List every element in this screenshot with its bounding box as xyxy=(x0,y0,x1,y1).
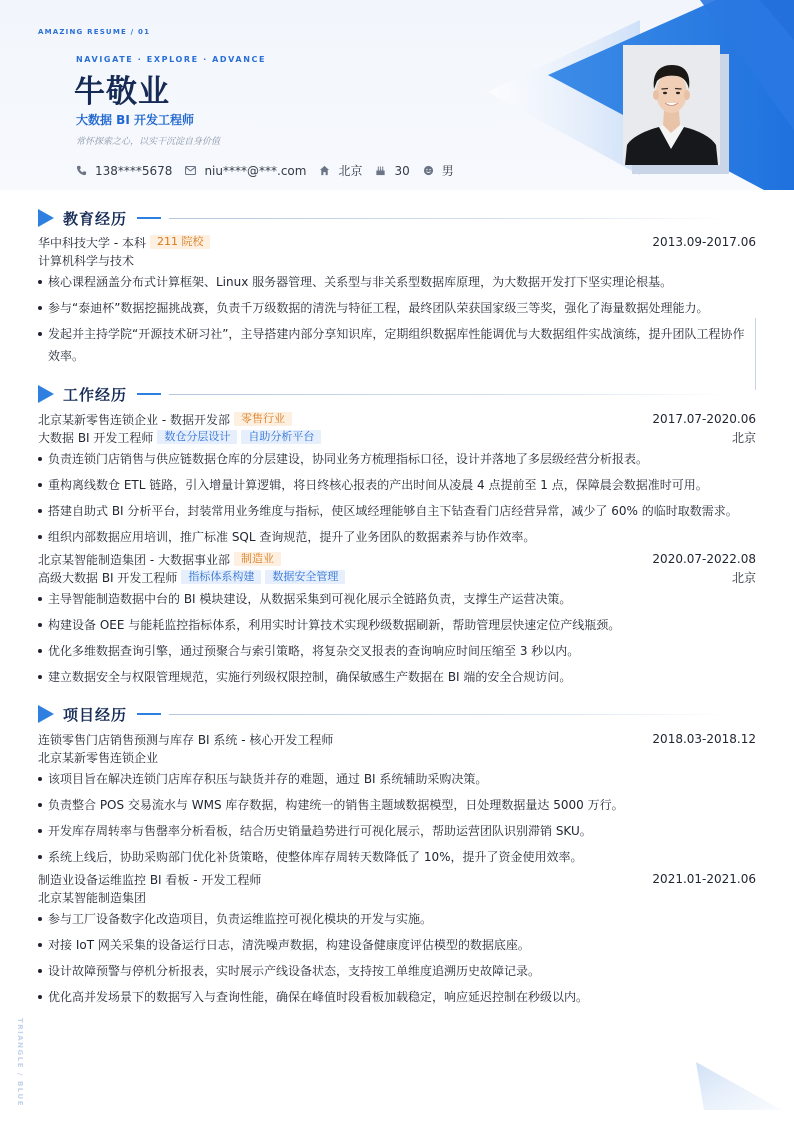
project-date: 2018.03-2018.12 xyxy=(652,732,756,746)
motto: 常怀探索之心，以实干沉淀自身价值 xyxy=(76,137,221,147)
project-name: 连锁零售门店销售预测与库存 BI 系统 - 核心开发工程师 xyxy=(38,732,334,747)
candidate-name: 牛敬业 xyxy=(74,74,170,110)
triangle-icon xyxy=(38,385,54,403)
project-entry xyxy=(38,870,756,888)
gender-value: 男 xyxy=(441,164,454,178)
list-item: 设计故障预警与停机分析报表，实时展示产线设备状态，支持按工单维度追溯历史故障记录。 xyxy=(38,958,756,984)
heading-rule xyxy=(169,394,729,395)
email-value: niu****@***.com xyxy=(204,163,307,178)
education-bullets xyxy=(38,269,756,367)
position: 大数据 BI 开发工程师 xyxy=(38,430,154,445)
education-entry xyxy=(38,233,756,251)
list-item: 系统上线后，协助采购部门优化补货策略，使整体库存周转天数降低了 10%，提升了资金使用效率。 xyxy=(38,844,756,870)
major-row xyxy=(38,251,756,269)
position: 高级大数据 BI 开发工程师 xyxy=(38,570,178,585)
skill-tag: 自助分析平台 xyxy=(241,430,321,444)
section-title-work: 工作经历 xyxy=(63,385,128,404)
mail-icon xyxy=(185,166,196,175)
list-item: 重构离线数仓 ETL 链路，引入增量计算逻辑，将日终核心报表的产出时间从凌晨 4 点提前至 1 点，保障晨会数据准时可用。 xyxy=(38,472,756,498)
job-city: 北京 xyxy=(731,430,756,445)
school-tag: 211 院校 xyxy=(150,235,211,249)
phone-value: 138****5678 xyxy=(95,163,173,178)
industry-tag: 零售行业 xyxy=(234,412,292,426)
contact-city xyxy=(319,162,362,179)
section-heading xyxy=(38,383,756,405)
heading-dash xyxy=(137,217,161,219)
job-bullets xyxy=(38,446,756,550)
project-name: 制造业设备运维监控 BI 看板 - 开发工程师 xyxy=(38,872,262,887)
list-item: 该项目旨在解决连锁门店库存积压与缺货并存的难题，通过 BI 系统辅助采购决策。 xyxy=(38,766,756,792)
contact-info-row xyxy=(76,162,467,179)
work-section xyxy=(38,383,756,690)
job-bullets xyxy=(38,586,756,690)
decorative-vline xyxy=(755,318,756,390)
education-date: 2013.09-2017.06 xyxy=(652,235,756,249)
city-value: 北京 xyxy=(338,164,363,178)
skill-tag: 数仓分层设计 xyxy=(157,430,237,444)
triangle-icon xyxy=(38,705,54,723)
list-item: 负责连锁门店销售与供应链数据仓库的分层建设，协同业务方梳理指标口径，设计并落地了多层级经营分析报表。 xyxy=(38,446,756,472)
list-item: 搭建自助式 BI 分析平台，封装常用业务维度与指标，使区域经理能够自主下钻查看门店经营异常，减少了 60% 的临时取数需求。 xyxy=(38,498,756,524)
bottom-triangle-decoration xyxy=(690,1060,794,1123)
list-item: 建立数据安全与权限管理规范，实施行列级权限控制，确保敏感生产数据在 BI 端的安全合规访问。 xyxy=(38,664,756,690)
project-org: 北京某智能制造集团 xyxy=(38,890,147,905)
triangle-icon xyxy=(38,209,54,227)
position-row xyxy=(38,428,756,446)
list-item: 主导智能制造数据中台的 BI 模块建设，从数据采集到可视化展示全链路负责，支撑生产运营决策。 xyxy=(38,586,756,612)
resume-header xyxy=(0,0,794,190)
list-item: 核心课程涵盖分布式计算框架、Linux 服务器管理、关系型与非关系型数据库原理，为大数据开发打下坚实理论根基。 xyxy=(38,269,756,295)
list-item: 构建设备 OEE 与能耗监控指标体系，利用实时计算技术实现秒级数据刷新，帮助管理层快速定位产线瓶颈。 xyxy=(38,612,756,638)
contact-age xyxy=(375,164,409,178)
contact-gender xyxy=(423,162,454,179)
heading-rule xyxy=(169,218,729,219)
section-heading xyxy=(38,207,756,229)
job-date: 2020.07-2022.08 xyxy=(652,552,756,566)
industry-tag: 制造业 xyxy=(234,552,281,566)
project-date: 2021.01-2021.06 xyxy=(652,872,756,886)
cake-icon xyxy=(375,165,386,176)
portrait-illustration xyxy=(623,45,720,165)
home-icon xyxy=(319,165,330,176)
section-heading xyxy=(38,703,756,725)
projects-section xyxy=(38,703,756,1010)
skill-tag: 数据安全管理 xyxy=(265,570,345,584)
slogan: NAVIGATE · EXPLORE · ADVANCE xyxy=(76,55,267,64)
list-item: 对接 IoT 网关采集的设备运行日志，清洗噪声数据，构建设备健康度评估模型的数据底座。 xyxy=(38,932,756,958)
phone-icon xyxy=(76,165,87,176)
heading-rule xyxy=(169,714,729,715)
company-name: 北京某新零售连锁企业 - 数据开发部 xyxy=(38,412,230,427)
project-bullets xyxy=(38,766,756,870)
job-entry xyxy=(38,550,756,568)
project-org: 北京某新零售连锁企业 xyxy=(38,750,159,765)
smile-icon xyxy=(423,165,434,176)
list-item: 优化多维数据查询引擎，通过预聚合与索引策略，将复杂交叉报表的查询响应时间压缩至 3 秒以内。 xyxy=(38,638,756,664)
job-date: 2017.07-2020.06 xyxy=(652,412,756,426)
list-item: 开发库存周转率与售罄率分析看板，结合历史销量趋势进行可视化展示，帮助运营团队识别滞销 SKU。 xyxy=(38,818,756,844)
position-row xyxy=(38,568,756,586)
major: 计算机科学与技术 xyxy=(38,253,135,268)
heading-dash xyxy=(137,393,161,395)
project-org-row xyxy=(38,748,756,766)
top-tag: AMAZING RESUME / 01 xyxy=(38,28,151,36)
portrait-photo xyxy=(623,45,720,165)
school-name: 华中科技大学 - 本科 xyxy=(38,235,146,250)
job-entry xyxy=(38,410,756,428)
section-title-projects: 项目经历 xyxy=(63,705,128,724)
list-item: 参与工厂设备数字化改造项目，负责运维监控可视化模块的开发与实施。 xyxy=(38,906,756,932)
job-title: 大数据 BI 开发工程师 xyxy=(76,113,194,127)
company-name: 北京某智能制造集团 - 大数据事业部 xyxy=(38,552,230,567)
age-value: 30 xyxy=(394,163,410,178)
list-item: 负责整合 POS 交易流水与 WMS 库存数据，构建统一的销售主题域数据模型，日处理数据量达 5000 万行。 xyxy=(38,792,756,818)
list-item: 发起并主持学院“开源技术研习社”，主导搭建内部分享知识库，定期组织数据库性能调优与大数据组件实战演练，提升团队工程协作效率。 xyxy=(38,321,756,367)
section-title-education: 教育经历 xyxy=(63,209,128,228)
education-section xyxy=(38,207,756,367)
list-item: 优化高并发场景下的数据写入与查询性能，确保在峰值时段看板加载稳定，响应延迟控制在秒级以内。 xyxy=(38,984,756,1010)
skill-tag: 指标体系构建 xyxy=(181,570,261,584)
contact-email xyxy=(185,164,306,178)
contact-phone xyxy=(76,164,172,178)
heading-dash xyxy=(137,713,161,715)
project-bullets xyxy=(38,906,756,1010)
list-item: 组织内部数据应用培训，推广标准 SQL 查询规范，提升了业务团队的数据素养与协作效率。 xyxy=(38,524,756,550)
side-vertical-text: TRIANGLE / BLUE xyxy=(16,1018,24,1107)
job-city: 北京 xyxy=(731,570,756,585)
list-item: 参与“泰迪杯”数据挖掘挑战赛，负责千万级数据的清洗与特征工程，最终团队荣获国家级三等奖，强化了海量数据处理能力。 xyxy=(38,295,756,321)
project-org-row xyxy=(38,888,756,906)
project-entry xyxy=(38,730,756,748)
